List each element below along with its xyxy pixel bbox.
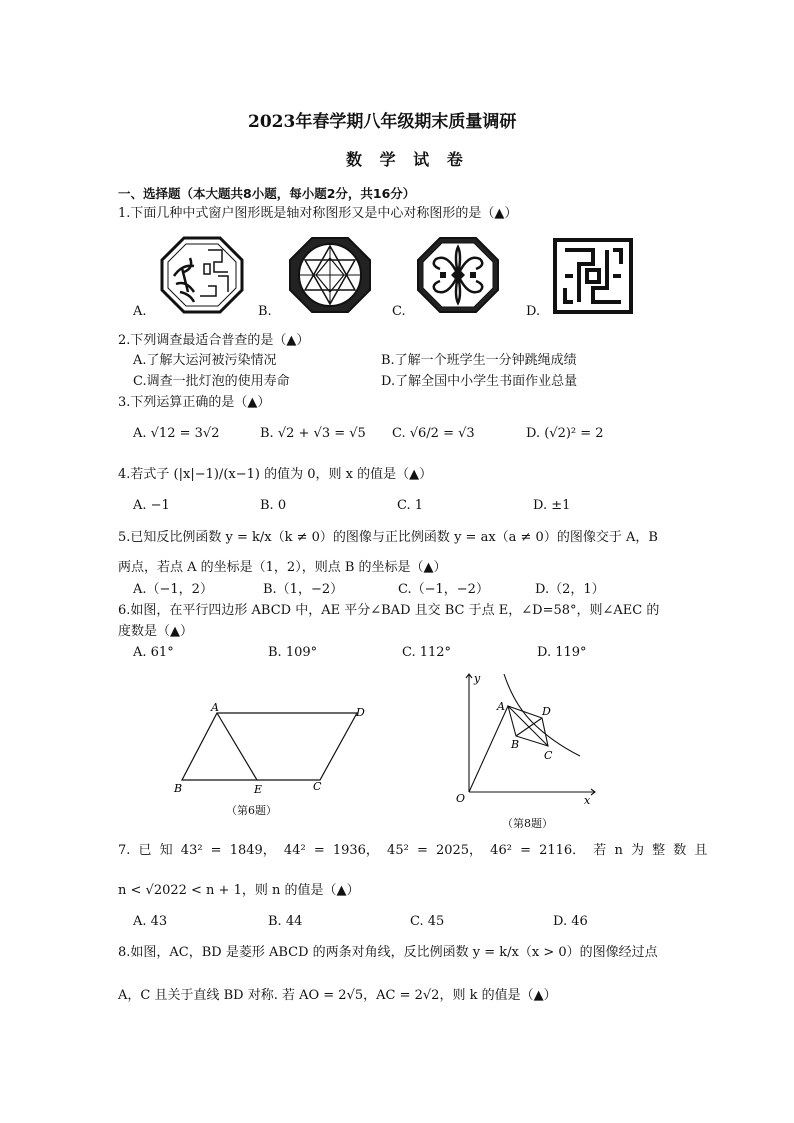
- question-4-stem: 4.若式子 (|x|−1)/(x−1) 的值为 0，则 x 的值是（▲）: [118, 467, 433, 482]
- q5-option-d: D.（2，1）: [535, 582, 605, 597]
- q3-option-d: D. (√2)² = 2: [526, 426, 604, 441]
- q4-option-c: C. 1: [397, 498, 424, 513]
- question-8-line2: A，C 且关于直线 BD 对称. 若 AO = 2√5，AC = 2√2，则 k 的值是（▲）: [118, 988, 557, 1003]
- question-7-line2: n < √2022 < n + 1，则 n 的值是（▲）: [118, 883, 360, 898]
- q3-option-b: B. √2 + √3 = √5: [260, 426, 366, 441]
- q7-option-c: C. 45: [410, 914, 445, 929]
- q6-option-c: C. 112°: [402, 645, 452, 660]
- question-7-line1: 7. 已 知 43² = 1849， 44² = 1936， 45² = 2025， 46² = 2116． 若 n 为 整 数 且: [118, 843, 708, 858]
- q7-option-d: D. 46: [553, 914, 588, 929]
- fig6-label-d: D: [356, 706, 365, 719]
- figure-8-coordinate-diagram: [450, 668, 600, 808]
- fig6-label-a: A: [211, 701, 219, 714]
- fig8-label-a: A: [497, 700, 505, 713]
- figure-6-parallelogram: [170, 700, 380, 796]
- q5-option-b: B.（1，−2）: [263, 582, 344, 597]
- q4-option-a: A. −1: [133, 498, 170, 513]
- q6-option-b: B. 109°: [268, 645, 318, 660]
- q2-option-b: B.了解一个班学生一分钟跳绳成绩: [381, 353, 577, 368]
- q5-option-a: A.（−1，2）: [133, 582, 213, 597]
- fig8-label-y: y: [474, 672, 481, 685]
- fig8-label-o: O: [456, 792, 466, 805]
- q1-option-a-label: A.: [133, 304, 147, 319]
- q1-option-d-label: D.: [526, 304, 541, 319]
- q1-option-b-label: B.: [258, 304, 272, 319]
- window-figure-c: [416, 236, 500, 314]
- question-1-stem: 1.下面几种中式窗户图形既是轴对称图形又是中心对称图形的是（▲）: [118, 206, 518, 221]
- section-heading: 一、选择题（本大题共8小题，每小题2分，共16分）: [118, 186, 416, 201]
- fig6-label-e: E: [254, 783, 263, 796]
- q7-option-a: A. 43: [133, 914, 168, 929]
- q6-option-a: A. 61°: [133, 645, 174, 660]
- page-title: 2023年春学期八年级期末质量调研: [248, 112, 517, 132]
- q2-option-a: A.了解大运河被污染情况: [133, 353, 277, 368]
- q3-option-a: A. √12 = 3√2: [133, 426, 220, 441]
- figure-6-caption: （第6题）: [226, 804, 277, 817]
- q3-option-c: C. √6/2 = √3: [392, 426, 475, 441]
- fig8-label-x: x: [584, 794, 591, 807]
- question-8-line1: 8.如图，AC，BD 是菱形 ABCD 的两条对角线，反比例函数 y = k/x（x > 0）的图像经过点: [118, 945, 658, 960]
- fig8-label-b: B: [511, 738, 520, 751]
- fig8-label-d: D: [542, 705, 551, 718]
- page-subtitle: 数 学 试 卷: [346, 150, 469, 169]
- question-2-stem: 2.下列调查最适合普查的是（▲）: [118, 333, 310, 348]
- question-6-line2: 度数是（▲）: [118, 624, 193, 639]
- figure-8-caption: （第8题）: [502, 817, 553, 830]
- question-3-stem: 3.下列运算正确的是（▲）: [118, 395, 271, 410]
- fig8-label-c: C: [544, 749, 553, 762]
- q6-option-d: D. 119°: [537, 645, 587, 660]
- window-figure-b: [288, 236, 372, 314]
- window-figure-d: [553, 238, 633, 314]
- fig6-label-b: B: [174, 782, 183, 795]
- q2-option-d: D.了解全国中小学生书面作业总量: [381, 374, 578, 389]
- q4-option-d: D. ±1: [533, 498, 571, 513]
- q1-option-c-label: C.: [392, 304, 406, 319]
- fig6-label-c: C: [313, 780, 322, 793]
- q2-option-c: C.调查一批灯泡的使用寿命: [133, 374, 290, 389]
- question-5-line2: 两点，若点 A 的坐标是（1，2），则点 B 的坐标是（▲）: [118, 560, 447, 575]
- question-6-line1: 6.如图，在平行四边形 ABCD 中，AE 平分∠BAD 且交 BC 于点 E，∠D=58°，则∠AEC 的: [118, 603, 660, 618]
- window-figure-a: [160, 236, 244, 314]
- q5-option-c: C.（−1，−2）: [398, 582, 489, 597]
- q7-option-b: B. 44: [268, 914, 303, 929]
- question-5-line1: 5.已知反比例函数 y = k/x（k ≠ 0）的图像与正比例函数 y = ax（a ≠ 0）的图像交于 A，B: [118, 530, 658, 545]
- q4-option-b: B. 0: [260, 498, 287, 513]
